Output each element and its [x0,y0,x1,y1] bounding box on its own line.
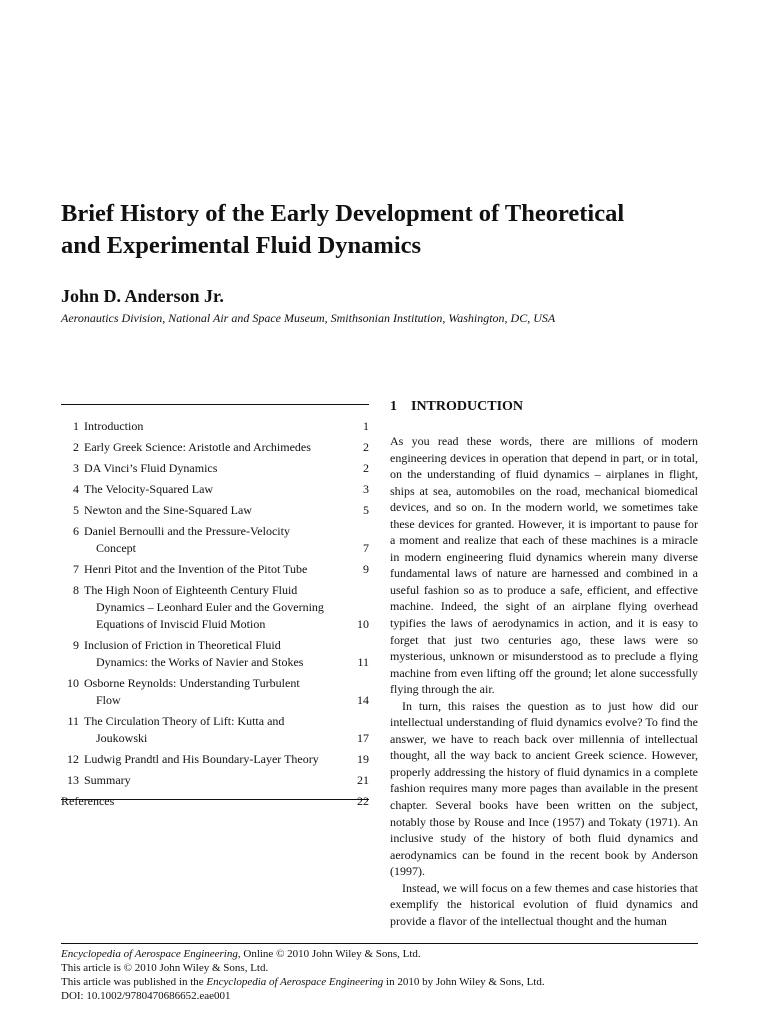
toc-entry-page: 2 [363,461,369,475]
footer-text: in 2010 by John Wiley & Sons, Ltd. [383,976,545,988]
toc-entry-title-line: The High Noon of Eighteenth Century Fluid [84,583,298,597]
toc-entry-page: 22 [357,794,369,808]
toc-entry-page: 3 [363,482,369,496]
toc-entry-page: 7 [363,541,369,555]
toc-entry-number: 8 [73,583,79,597]
toc-entry-title-line: Introduction [84,419,144,433]
toc-entry[interactable] [61,523,369,557]
table-of-contents [61,404,369,808]
author-name: John D. Anderson Jr. [61,286,224,306]
toc-entry-title-line: Dynamics: the Works of Navier and Stokes [96,655,304,669]
toc-entry-number: 4 [73,482,79,496]
title-line: Brief History of the Early Development of Theoretical [61,200,625,227]
toc-entry[interactable] [61,751,369,768]
toc-entry-title-line: Henri Pitot and the Invention of the Pitot Tube [84,562,308,576]
paragraph: In turn, this raises the question as to just how did our intellectual understanding of fluid dynamics evolve? To find the answer, we have to reach back over millennia of intellectual thought, all the way back to ancient Greek science. However, properly addressing the history of fluid dynamics in a complete fashion requires many more pages than available in the present chapter. Several books have been written on the subject, notably those by Rouse and Ince (1957) and Tokaty (1971). An inclusive study of the history of both fluid dynamics and aerodynamics can be found in the recent book by Anderson (1997). [390,698,698,879]
toc-entry-title-line: Newton and the Sine-Squared Law [84,503,252,517]
footer-line [61,947,721,961]
footer-line: This article is © 2010 John Wiley & Sons, Ltd. [61,962,269,974]
footer [61,947,721,1003]
toc-entry-title [79,523,329,557]
toc-entry-page: 21 [357,773,369,787]
toc-entry-title [61,793,329,810]
toc-entry[interactable] [61,675,369,709]
footer-text: This article was published in the [61,976,207,988]
toc-entry-number: 10 [67,676,79,690]
toc-entry-title-line: Daniel Bernoulli and the Pressure-Velocity [84,524,290,538]
toc-entry-title-line: Joukowski [96,731,148,745]
toc-entry[interactable] [61,561,369,578]
paragraph: Instead, we will focus on a few themes and case histories that exemplify the historical evolution of fluid dynamics and provide a flavor of the intellectual thought and the human [390,880,698,928]
toc-entry-title-line: The Circulation Theory of Lift: Kutta and [84,714,285,728]
toc-entry-title [79,439,329,456]
toc-entry-title-line: Osborne Reynolds: Understanding Turbulent [84,676,300,690]
toc-entry-title-line: Ludwig Prandtl and His Boundary-Layer Theory [84,752,319,766]
toc-entry-page: 17 [357,731,369,745]
section-number: 1 [390,399,397,414]
toc-entry[interactable] [61,772,369,789]
toc-entry[interactable] [61,502,369,519]
toc-entry[interactable] [61,713,369,747]
toc-entry-number: 7 [73,562,79,576]
footer-rule [61,943,698,944]
toc-entry-page: 2 [363,440,369,454]
author-affiliation: Aeronautics Division, National Air and Space Museum, Smithsonian Institution, Washington, DC, USA [61,311,556,325]
section-heading [390,399,523,415]
toc-entry-page: 19 [357,752,369,766]
body-text [390,433,698,929]
toc-entry-title-line: Concept [96,541,136,555]
toc-entry-number: 11 [67,714,79,728]
footer-journal: Encyclopedia of Aerospace Engineering [206,976,384,988]
toc-entry-title-line: The Velocity-Squared Law [84,482,214,496]
toc-entry-number: 9 [73,638,79,652]
toc-entry[interactable] [61,460,369,477]
toc-entry-title [79,637,329,671]
toc-entry-page: 14 [357,693,369,707]
toc-entry-title [79,675,329,709]
toc-entry-title-line: DA Vinci’s Fluid Dynamics [84,461,218,475]
toc-entry-page: 5 [363,503,369,517]
toc-entry[interactable] [61,439,369,456]
toc-entry-title-line: Summary [84,773,131,787]
toc-entry-title-line: Flow [96,693,121,707]
toc-entry-title [79,481,329,498]
toc-entry-title-line: Equations of Inviscid Fluid Motion [96,617,266,631]
toc-entry-title [79,582,329,633]
toc-entry-title-line: Early Greek Science: Aristotle and Archimedes [84,440,311,454]
toc-entry-title [79,561,329,578]
toc-entry[interactable] [61,481,369,498]
toc-entry-number: 3 [73,461,79,475]
toc-entry[interactable] [61,637,369,671]
toc-entry-title [79,713,329,747]
title-line: and Experimental Fluid Dynamics [61,232,422,259]
toc-entry-number: 2 [73,440,79,454]
article-title [61,198,721,262]
toc-entry-page: 9 [363,562,369,576]
toc-entry-title [79,460,329,477]
toc-entry-page: 11 [357,655,369,669]
toc-entry-number: 1 [73,419,79,433]
footer-doi: DOI: 10.1002/9780470686652.eae001 [61,990,231,1002]
toc-entry-title [79,418,329,435]
toc-entry-number: 13 [67,773,79,787]
toc-entry-page: 1 [363,419,369,433]
toc-entry-title-line: References [61,794,115,808]
toc-entry-number: 6 [73,524,79,538]
toc-entry-title [79,772,329,789]
toc-entry-page: 10 [357,617,369,631]
section-title: INTRODUCTION [411,399,524,414]
footer-copyright: , Online © 2010 John Wiley & Sons, Ltd. [237,948,421,960]
paragraph: As you read these words, there are millions of modern engineering devices in operation that depend in part, or in total, on the understanding of fluid dynamics – airplanes in flight, ships at sea, automobiles on the road, mechanical biomedical devices, and so on. In the modern world, we sometimes take these devices for granted. However, it is important to pause for a moment and realize that each of these machines is a miracle in modern engineering fluid dynamics wherein many diverse fundamental laws of nature are harnessed and combined in a useful fashion so as to produce a safe, efficient, and effective machine. Indeed, the sight of an airplane flying overhead typifies the laws of aerodynamics in action, and it is easy to forget that just two centuries ago, these laws were so mysterious, unknown or misunderstood as to preclude a flying machine from even lifting off the ground; let alone successfully flying through the air. [390,434,698,697]
toc-entry-title [79,751,329,768]
toc-entry-title-line: Dynamics – Leonhard Euler and the Governing [96,600,324,614]
toc-entry[interactable] [61,793,369,810]
toc-entry[interactable] [61,582,369,633]
toc-entry-title-line: Inclusion of Friction in Theoretical Fluid [84,638,281,652]
footer-line [61,975,721,989]
toc-entry-number: 5 [73,503,79,517]
footer-journal: Encyclopedia of Aerospace Engineering [61,948,238,960]
toc-entry-number: 12 [67,752,79,766]
toc-entry[interactable] [61,418,369,435]
toc-entry-title [79,502,329,519]
